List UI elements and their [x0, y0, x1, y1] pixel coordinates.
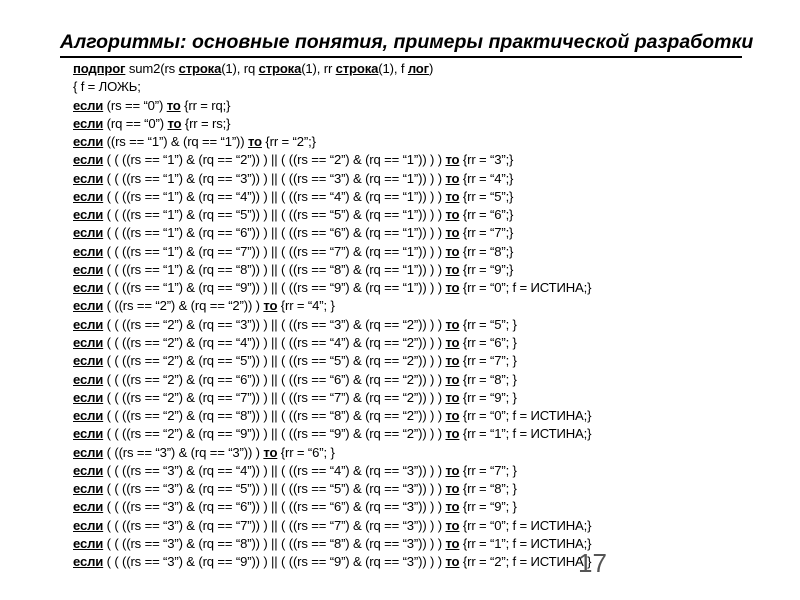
- code-keyword: то: [445, 152, 460, 168]
- code-text: ( ( ((rs == “2”) & (rq == “7”)) ) || ( ((rs == “7”) & (rq == “2”)) ) ): [103, 389, 446, 405]
- code-keyword: строка: [335, 61, 379, 76]
- code-keyword: то: [445, 316, 460, 332]
- code-text: {rr = “8”;}: [459, 243, 514, 259]
- code-line: [73, 553, 773, 571]
- code-text: {rr = “8”; }: [459, 371, 517, 387]
- code-keyword: то: [445, 207, 460, 223]
- code-keyword: то: [445, 243, 460, 259]
- code-line: [73, 480, 773, 498]
- code-line: [73, 535, 773, 553]
- code-line: [73, 60, 773, 78]
- code-text: ( ( ((rs == “3”) & (rq == “6”)) ) || ( ((rs == “6”) & (rq == “3”)) ) ): [103, 499, 446, 515]
- code-text: ( ( ((rs == “1”) & (rq == “6”)) ) || ( ((rs == “6”) & (rq == “1”)) ) ): [103, 225, 446, 241]
- code-text: {rr = “4”;}: [459, 170, 514, 186]
- code-text: ( ( ((rs == “3”) & (rq == “7”)) ) || ( ((rs == “7”) & (rq == “3”)) ) ): [103, 517, 446, 533]
- code-line: [73, 133, 773, 151]
- code-text: ( ( ((rs == “1”) & (rq == “4”)) ) || ( ((rs == “4”) & (rq == “1”)) ) ): [103, 188, 446, 204]
- code-text: ( ( ((rs == “2”) & (rq == “3”)) ) || ( ((rs == “3”) & (rq == “2”)) ) ): [103, 316, 446, 332]
- code-line: [73, 97, 773, 115]
- code-keyword: если: [73, 535, 104, 551]
- code-text: {rr = “1”; f = ИСТИНА;}: [459, 426, 592, 442]
- code-keyword: если: [73, 389, 104, 405]
- code-keyword: то: [445, 170, 460, 186]
- code-keyword: лог: [407, 61, 429, 76]
- code-keyword: если: [73, 225, 104, 241]
- code-text: ( ( ((rs == “1”) & (rq == “9”)) ) || ( ((rs == “9”) & (rq == “1”)) ) ): [103, 280, 446, 296]
- code-keyword: то: [445, 462, 460, 478]
- code-text: ( ( ((rs == “2”) & (rq == “4”)) ) || ( ((rs == “4”) & (rq == “2”)) ) ): [103, 334, 446, 350]
- code-text: {rr = “5”;}: [459, 188, 514, 204]
- code-line: [73, 170, 773, 188]
- code-text: {rr = “2”;}: [261, 134, 316, 150]
- code-line: [73, 243, 773, 261]
- code-keyword: если: [73, 408, 104, 424]
- code-line: [73, 206, 773, 224]
- code-keyword: если: [73, 152, 104, 168]
- code-keyword: то: [445, 408, 460, 424]
- code-text: {rr = “7”;}: [459, 225, 514, 241]
- code-text: sum2(rs: [125, 61, 179, 76]
- code-keyword: если: [73, 499, 104, 515]
- code-line: [73, 115, 773, 133]
- code-keyword: если: [73, 170, 104, 186]
- code-keyword: то: [445, 499, 460, 515]
- code-text: {rr = “0”; f = ИСТИНА;}: [459, 408, 592, 424]
- code-listing: [73, 60, 773, 571]
- code-keyword: если: [73, 554, 104, 570]
- code-text: ( ( ((rs == “2”) & (rq == “9”)) ) || ( ((rs == “9”) & (rq == “2”)) ) ): [103, 426, 446, 442]
- code-keyword: если: [73, 298, 104, 314]
- code-text: {rr = rq;}: [180, 97, 231, 113]
- code-text: {rr = “7”; }: [459, 353, 517, 369]
- code-keyword: то: [445, 554, 460, 570]
- code-line: [73, 224, 773, 242]
- code-keyword: то: [445, 280, 460, 296]
- code-text: {rr = “0”; f = ИСТИНА;}: [459, 280, 592, 296]
- code-text: {rr = “6”; }: [459, 334, 517, 350]
- code-text: ( ( ((rs == “1”) & (rq == “5”)) ) || ( ((rs == “5”) & (rq == “1”)) ) ): [103, 207, 446, 223]
- code-keyword: если: [73, 371, 104, 387]
- code-line: [73, 389, 773, 407]
- title-bold: Алгоритмы: [60, 31, 181, 53]
- code-keyword: строка: [178, 61, 222, 76]
- code-line: [73, 407, 773, 425]
- code-keyword: то: [445, 371, 460, 387]
- code-keyword: то: [445, 535, 460, 551]
- title-rest: : основные понятия, примеры практической разработки: [180, 31, 754, 53]
- code-line: [73, 425, 773, 443]
- code-text: ( ( ((rs == “3”) & (rq == “8”)) ) || ( ((rs == “8”) & (rq == “3”)) ) ): [103, 535, 446, 551]
- code-text: {rr = “1”; f = ИСТИНА;}: [459, 535, 592, 551]
- code-text: ( ( ((rs == “2”) & (rq == “6”)) ) || ( ((rs == “6”) & (rq == “2”)) ) ): [103, 371, 446, 387]
- code-line: [73, 261, 773, 279]
- code-keyword: если: [73, 188, 104, 204]
- code-line: [73, 498, 773, 516]
- code-keyword: то: [263, 444, 278, 460]
- code-text: ( ( ((rs == “1”) & (rq == “8”)) ) || ( ((rs == “8”) & (rq == “1”)) ) ): [103, 261, 446, 277]
- code-keyword: если: [73, 243, 104, 259]
- code-keyword: то: [445, 353, 460, 369]
- code-keyword: то: [247, 134, 262, 150]
- code-text: { f = ЛОЖЬ;: [73, 79, 141, 95]
- code-keyword: подпрог: [73, 61, 126, 76]
- code-keyword: то: [167, 115, 182, 131]
- code-text: ( ( ((rs == “1”) & (rq == “2”)) ) || ( ((rs == “2”) & (rq == “1”)) ) ): [103, 152, 446, 168]
- code-text: {rr = “7”; }: [459, 462, 517, 478]
- code-text: ((rs == “1”) & (rq == “1”)): [103, 134, 248, 150]
- code-text: {rr = “2”; f = ИСТИНА;}: [459, 554, 592, 570]
- code-line: [73, 334, 773, 352]
- code-keyword: то: [445, 481, 460, 497]
- code-keyword: если: [73, 316, 104, 332]
- code-keyword: если: [73, 444, 104, 460]
- code-text: {rr = “0”; f = ИСТИНА;}: [459, 517, 592, 533]
- code-text: (rq == “0”): [103, 115, 168, 131]
- code-keyword: если: [73, 462, 104, 478]
- code-text: (rs == “0”): [103, 97, 167, 113]
- code-line: [73, 462, 773, 480]
- code-keyword: то: [445, 225, 460, 241]
- code-text: {rr = “6”;}: [459, 207, 514, 223]
- code-keyword: если: [73, 97, 104, 113]
- code-keyword: если: [73, 426, 104, 442]
- code-keyword: строка: [258, 61, 302, 76]
- code-text: ): [428, 61, 434, 76]
- code-keyword: то: [445, 517, 460, 533]
- code-text: (1), rr: [301, 61, 336, 76]
- code-keyword: если: [73, 517, 104, 533]
- code-line: [73, 279, 773, 297]
- code-text: {rr = “4”; }: [277, 298, 335, 314]
- code-text: {rr = “8”; }: [459, 481, 517, 497]
- code-text: {rr = “9”;}: [459, 261, 514, 277]
- page-number: 17: [578, 548, 607, 578]
- code-keyword: то: [445, 426, 460, 442]
- code-keyword: если: [73, 481, 104, 497]
- code-keyword: то: [263, 298, 278, 314]
- slide-title: [60, 31, 780, 54]
- code-keyword: если: [73, 261, 104, 277]
- code-text: {rr = rs;}: [181, 115, 231, 131]
- code-text: ( ( ((rs == “2”) & (rq == “5”)) ) || ( ((rs == “5”) & (rq == “2”)) ) ): [103, 353, 446, 369]
- code-text: ( ( ((rs == “2”) & (rq == “8”)) ) || ( ((rs == “8”) & (rq == “2”)) ) ): [103, 408, 446, 424]
- code-text: (1), f: [378, 61, 408, 76]
- title-underline: [60, 56, 742, 58]
- code-text: {rr = “9”; }: [459, 499, 517, 515]
- code-line: [73, 188, 773, 206]
- code-keyword: то: [445, 389, 460, 405]
- code-text: ( ( ((rs == “3”) & (rq == “9”)) ) || ( ((rs == “9”) & (rq == “3”)) ) ): [103, 554, 446, 570]
- code-text: {rr = “6”; }: [277, 444, 335, 460]
- code-keyword: то: [445, 261, 460, 277]
- code-line: [73, 444, 773, 462]
- code-keyword: то: [166, 97, 181, 113]
- code-keyword: если: [73, 134, 104, 150]
- code-line: [73, 352, 773, 370]
- code-keyword: если: [73, 207, 104, 223]
- code-text: ( ( ((rs == “1”) & (rq == “3”)) ) || ( ((rs == “3”) & (rq == “1”)) ) ): [103, 170, 446, 186]
- code-keyword: то: [445, 188, 460, 204]
- code-line: [73, 78, 773, 96]
- code-line: [73, 297, 773, 315]
- code-keyword: если: [73, 353, 104, 369]
- code-text: {rr = “9”; }: [459, 389, 517, 405]
- code-text: {rr = “3”;}: [459, 152, 514, 168]
- code-line: [73, 517, 773, 535]
- code-text: ( ((rs == “2”) & (rq == “2”)) ): [103, 298, 264, 314]
- code-text: ( ( ((rs == “1”) & (rq == “7”)) ) || ( ((rs == “7”) & (rq == “1”)) ) ): [103, 243, 446, 259]
- code-keyword: если: [73, 115, 104, 131]
- code-keyword: то: [445, 334, 460, 350]
- code-line: [73, 151, 773, 169]
- code-text: ( ((rs == “3”) & (rq == “3”)) ): [103, 444, 264, 460]
- code-keyword: если: [73, 280, 104, 296]
- code-text: (1), rq: [221, 61, 259, 76]
- code-text: ( ( ((rs == “3”) & (rq == “4”)) ) || ( ((rs == “4”) & (rq == “3”)) ) ): [103, 462, 446, 478]
- code-text: ( ( ((rs == “3”) & (rq == “5”)) ) || ( ((rs == “5”) & (rq == “3”)) ) ): [103, 481, 446, 497]
- code-line: [73, 316, 773, 334]
- code-text: {rr = “5”; }: [459, 316, 517, 332]
- code-line: [73, 371, 773, 389]
- code-keyword: если: [73, 334, 104, 350]
